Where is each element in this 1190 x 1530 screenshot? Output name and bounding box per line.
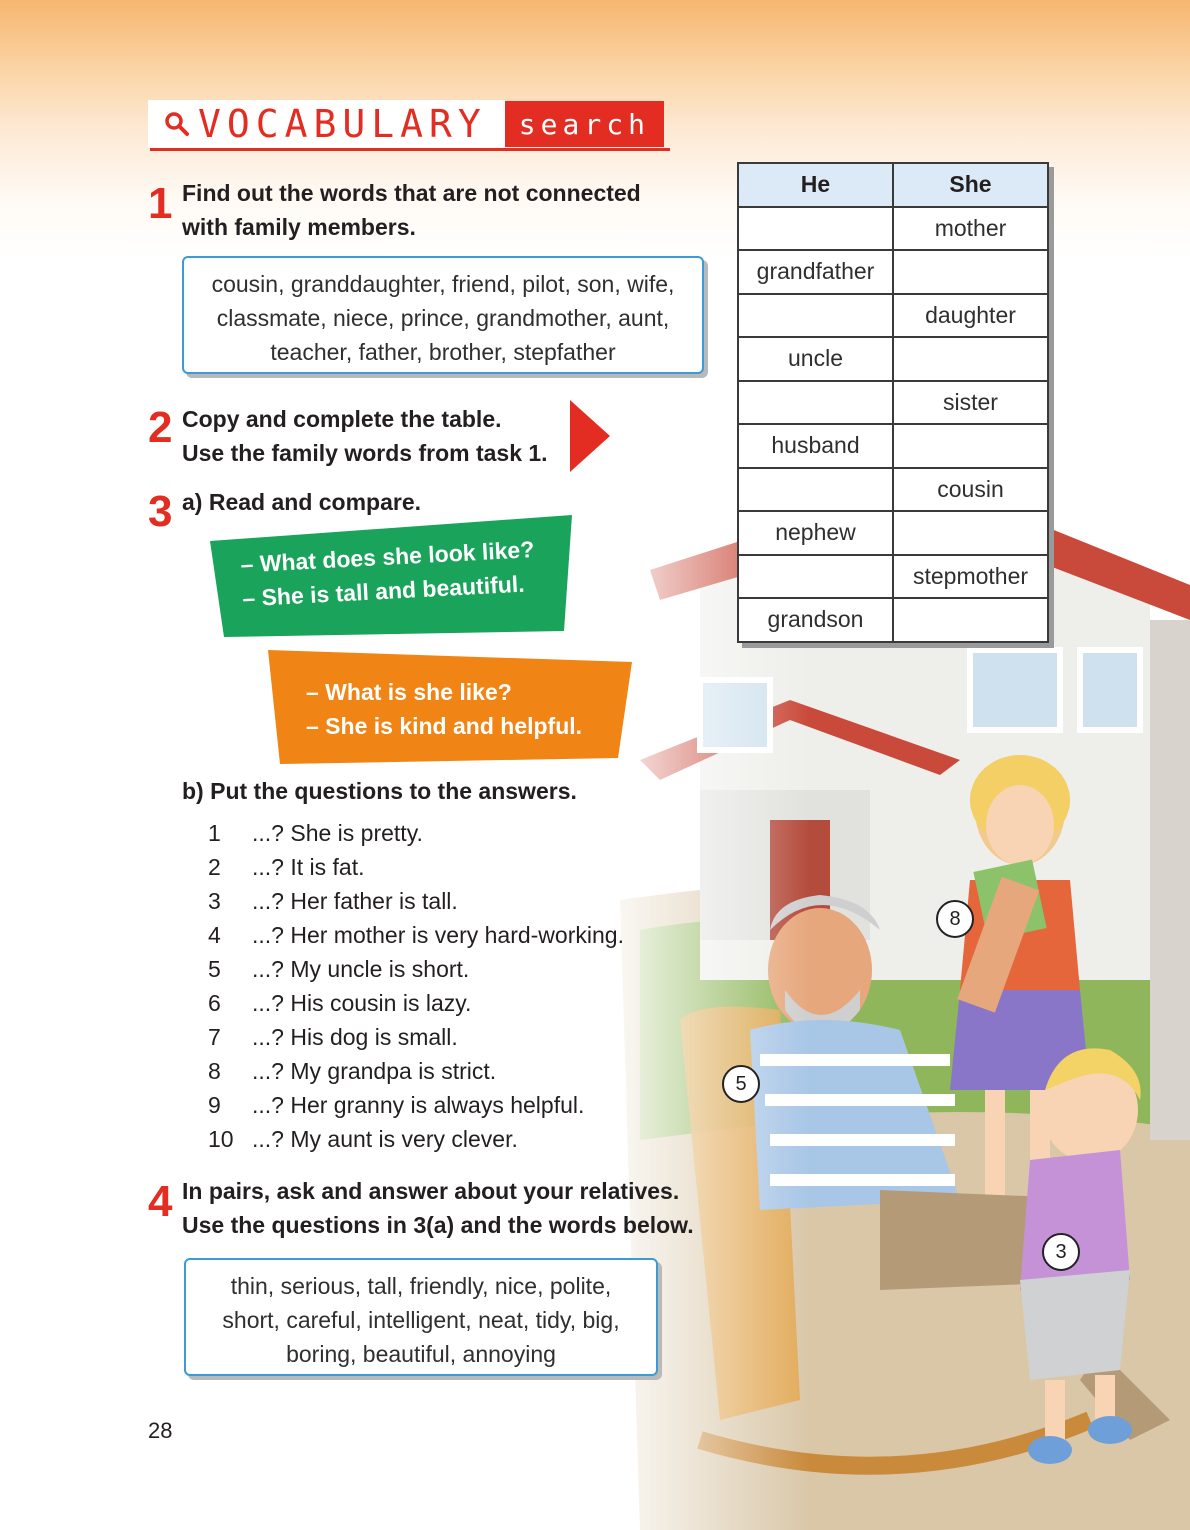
table-cell — [893, 598, 1048, 642]
table-row — [738, 207, 1048, 251]
item-text: ...? She is pretty. — [252, 820, 423, 846]
dialogue-line: – What does she look like? — [239, 536, 535, 578]
list-item — [208, 1020, 624, 1054]
task-1-number: 1 — [148, 179, 173, 228]
word-box-line: boring, beautiful, annoying — [286, 1341, 556, 1367]
table-cell — [893, 511, 1048, 555]
picture-label-3: 3 — [1042, 1233, 1080, 1271]
table-cell: mother — [893, 207, 1048, 251]
task-3b-label: b) Put the questions to the answers. — [182, 778, 577, 804]
page-number: 28 — [148, 1418, 173, 1443]
vocabulary-title: VOCABULARY — [198, 102, 487, 146]
table-cell — [738, 381, 893, 425]
list-item — [208, 986, 624, 1020]
list-item — [208, 918, 624, 952]
task-2-line-1: Copy and complete the table. — [182, 406, 502, 432]
vocabulary-header — [148, 100, 664, 148]
word-box-line: cousin, granddaughter, friend, pilot, son, wife, — [211, 271, 675, 297]
word-box-line: teacher, father, brother, stepfather — [270, 339, 616, 365]
item-number: 1 — [208, 820, 221, 846]
table-cell — [893, 337, 1048, 381]
table-cell — [738, 207, 893, 251]
item-number: 5 — [208, 956, 221, 982]
task-1-line-1: Find out the words that are not connected — [182, 180, 641, 206]
word-box-line: classmate, niece, prince, grandmother, aunt, — [216, 305, 670, 331]
task-1-line-2: with family members. — [182, 214, 416, 240]
column-header-he: He — [738, 163, 893, 207]
list-item — [208, 816, 624, 850]
question-list — [208, 816, 624, 1156]
list-item — [208, 952, 624, 986]
table-cell — [893, 250, 1048, 294]
table-cell: nephew — [738, 511, 893, 555]
item-text: ...? His dog is small. — [252, 1024, 458, 1050]
item-text: ...? Her granny is always helpful. — [252, 1092, 585, 1118]
item-text: ...? My uncle is short. — [252, 956, 470, 982]
item-text: ...? My grandpa is strict. — [252, 1058, 497, 1084]
dialogue-line: – She is tall and beautiful. — [241, 570, 526, 612]
item-text: ...? His cousin is lazy. — [252, 990, 472, 1016]
list-item — [208, 884, 624, 918]
item-text: ...? It is fat. — [252, 854, 365, 880]
table-cell: cousin — [893, 468, 1048, 512]
task-2-instruction — [182, 402, 548, 470]
dialogue-line: – What is she like? — [306, 679, 512, 705]
item-number: 3 — [208, 888, 221, 914]
table-cell: uncle — [738, 337, 893, 381]
dialogue-line: – She is kind and helpful. — [306, 713, 583, 739]
table-row — [738, 598, 1048, 642]
header-underline — [150, 148, 670, 151]
item-number: 4 — [208, 922, 221, 948]
table-cell — [738, 294, 893, 338]
orange-dialogue-text — [268, 650, 632, 743]
family-words-table — [737, 162, 1049, 643]
item-text: ...? Her mother is very hard-working. — [252, 922, 624, 948]
table-row — [738, 511, 1048, 555]
item-number: 7 — [208, 1024, 221, 1050]
task-4-number: 4 — [148, 1177, 173, 1226]
task-2-number: 2 — [148, 403, 173, 452]
table-row — [738, 250, 1048, 294]
picture-label-5: 5 — [722, 1065, 760, 1103]
item-number: 10 — [208, 1126, 234, 1152]
word-box-line: thin, serious, tall, friendly, nice, polite, — [230, 1273, 612, 1299]
table-row — [738, 294, 1048, 338]
list-item — [208, 1122, 624, 1156]
item-number: 6 — [208, 990, 221, 1016]
table-cell: husband — [738, 424, 893, 468]
table-cell: stepmother — [893, 555, 1048, 599]
table-cell: grandfather — [738, 250, 893, 294]
task-4-instruction — [182, 1174, 694, 1242]
table-cell: sister — [893, 381, 1048, 425]
magnifier-icon — [164, 111, 190, 137]
task-1-word-box — [182, 256, 704, 374]
search-tag: search — [505, 101, 664, 147]
green-dialogue-text — [210, 496, 577, 617]
table-row — [738, 337, 1048, 381]
table-cell — [738, 555, 893, 599]
picture-label-8: 8 — [936, 900, 974, 938]
list-item — [208, 850, 624, 884]
green-dialogue-box — [210, 515, 572, 637]
arrow-right-icon — [570, 400, 610, 472]
table-header-row — [738, 163, 1048, 207]
task-4-line-1: In pairs, ask and answer about your relatives. — [182, 1178, 680, 1204]
table-cell: daughter — [893, 294, 1048, 338]
vocabulary-title-box — [148, 100, 505, 148]
table-row — [738, 555, 1048, 599]
table-cell: grandson — [738, 598, 893, 642]
item-number: 2 — [208, 854, 221, 880]
task-4-line-2: Use the questions in 3(a) and the words below. — [182, 1212, 694, 1238]
orange-dialogue-box — [268, 650, 632, 764]
table-row — [738, 381, 1048, 425]
task-1-instruction — [182, 176, 641, 244]
item-text: ...? Her father is tall. — [252, 888, 458, 914]
table-cell — [738, 468, 893, 512]
task-3a-label: a) Read and compare. — [182, 489, 422, 515]
list-item — [208, 1088, 624, 1122]
list-item — [208, 1054, 624, 1088]
item-text: ...? My aunt is very clever. — [252, 1126, 518, 1152]
item-number: 9 — [208, 1092, 221, 1118]
word-box-line: short, careful, intelligent, neat, tidy, big, — [222, 1307, 620, 1333]
table-cell — [893, 424, 1048, 468]
table-row — [738, 424, 1048, 468]
task-4-word-box — [184, 1258, 658, 1376]
task-2-line-2: Use the family words from task 1. — [182, 440, 548, 466]
item-number: 8 — [208, 1058, 221, 1084]
column-header-she: She — [893, 163, 1048, 207]
task-3-number: 3 — [148, 487, 173, 536]
table-row — [738, 468, 1048, 512]
